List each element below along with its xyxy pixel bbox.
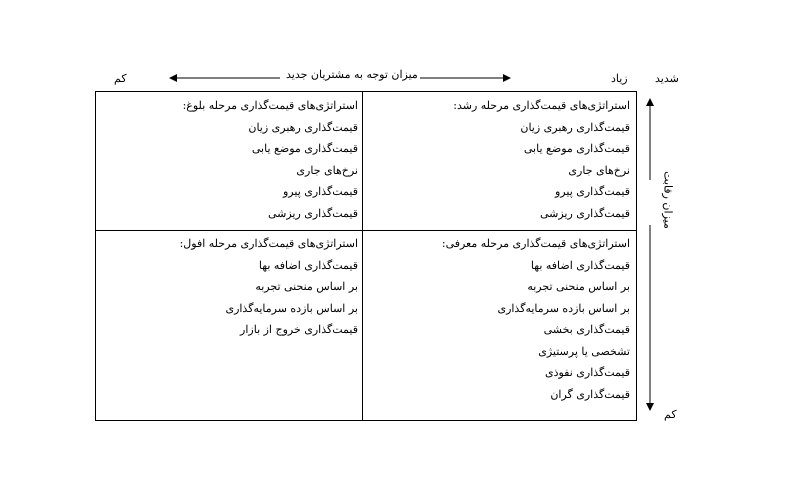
quadrant-title: استراتژی‌های قیمت‌گذاری مرحله معرفی: bbox=[441, 237, 630, 250]
strategy-item: بر اساس بازده سرمایه‌گذاری bbox=[225, 301, 358, 315]
strategy-item: قیمت‌گذاری خروج از بازار bbox=[240, 323, 358, 336]
strategy-list bbox=[374, 255, 630, 406]
strategy-item: قیمت‌گذاری اضافه بها bbox=[530, 258, 630, 272]
strategy-item: قیمت‌گذاری موضع یابی bbox=[251, 142, 358, 155]
quadrant-growth bbox=[374, 95, 630, 224]
top-axis-low-label: کم bbox=[114, 72, 127, 85]
strategy-item: نرخ‌های جاری bbox=[568, 163, 630, 177]
side-axis-high-label: شدید bbox=[655, 72, 679, 85]
strategy-item: بر اساس بازده سرمایه‌گذاری bbox=[497, 301, 630, 315]
quadrant-maturity bbox=[104, 95, 358, 224]
quadrant-introduction bbox=[374, 233, 630, 405]
quadrant-decline bbox=[104, 233, 358, 341]
strategy-item: قیمت‌گذاری رهبری زیان bbox=[520, 120, 630, 134]
strategy-item: قیمت‌گذاری ریزشی bbox=[267, 206, 358, 220]
strategy-item: قیمت‌گذاری ریزشی bbox=[539, 206, 630, 220]
horizontal-divider bbox=[96, 230, 636, 231]
quadrant-title: استراتژی‌های قیمت‌گذاری مرحله بلوغ: bbox=[182, 99, 358, 112]
top-axis-high-label: زیاد bbox=[611, 72, 628, 85]
strategy-list bbox=[104, 117, 358, 225]
strategy-item: بر اساس منحنی تجربه bbox=[255, 280, 358, 293]
strategy-item: بر اساس منحنی تجربه bbox=[527, 280, 630, 293]
strategy-item: قیمت‌گذاری اضافه بها bbox=[258, 258, 358, 272]
strategy-item: قیمت‌گذاری بخشی bbox=[543, 323, 630, 336]
strategy-matrix bbox=[95, 91, 637, 421]
top-axis-title: میزان توجه به مشتریان جدید bbox=[286, 68, 418, 81]
strategy-list bbox=[374, 117, 630, 225]
strategy-item: قیمت‌گذاری نفوذی bbox=[544, 366, 630, 379]
side-axis-low-label: کم bbox=[664, 408, 677, 421]
vertical-divider bbox=[362, 92, 363, 420]
strategy-item: تشخصی یا پرستیژی bbox=[538, 344, 630, 358]
strategy-item: قیمت‌گذاری گران bbox=[550, 387, 630, 401]
side-axis-title: میزان رقابت bbox=[661, 171, 675, 229]
strategy-item: قیمت‌گذاری پیرو bbox=[283, 185, 358, 198]
strategy-item: نرخ‌های جاری bbox=[296, 163, 358, 177]
quadrant-title: استراتژی‌های قیمت‌گذاری مرحله رشد: bbox=[453, 99, 630, 112]
strategy-item: قیمت‌گذاری پیرو bbox=[555, 185, 630, 198]
strategy-item: قیمت‌گذاری رهبری زیان bbox=[248, 120, 358, 134]
strategy-item: قیمت‌گذاری موضع یابی bbox=[523, 142, 630, 155]
strategy-list bbox=[104, 255, 358, 341]
quadrant-title: استراتژی‌های قیمت‌گذاری مرحله افول: bbox=[179, 237, 358, 250]
